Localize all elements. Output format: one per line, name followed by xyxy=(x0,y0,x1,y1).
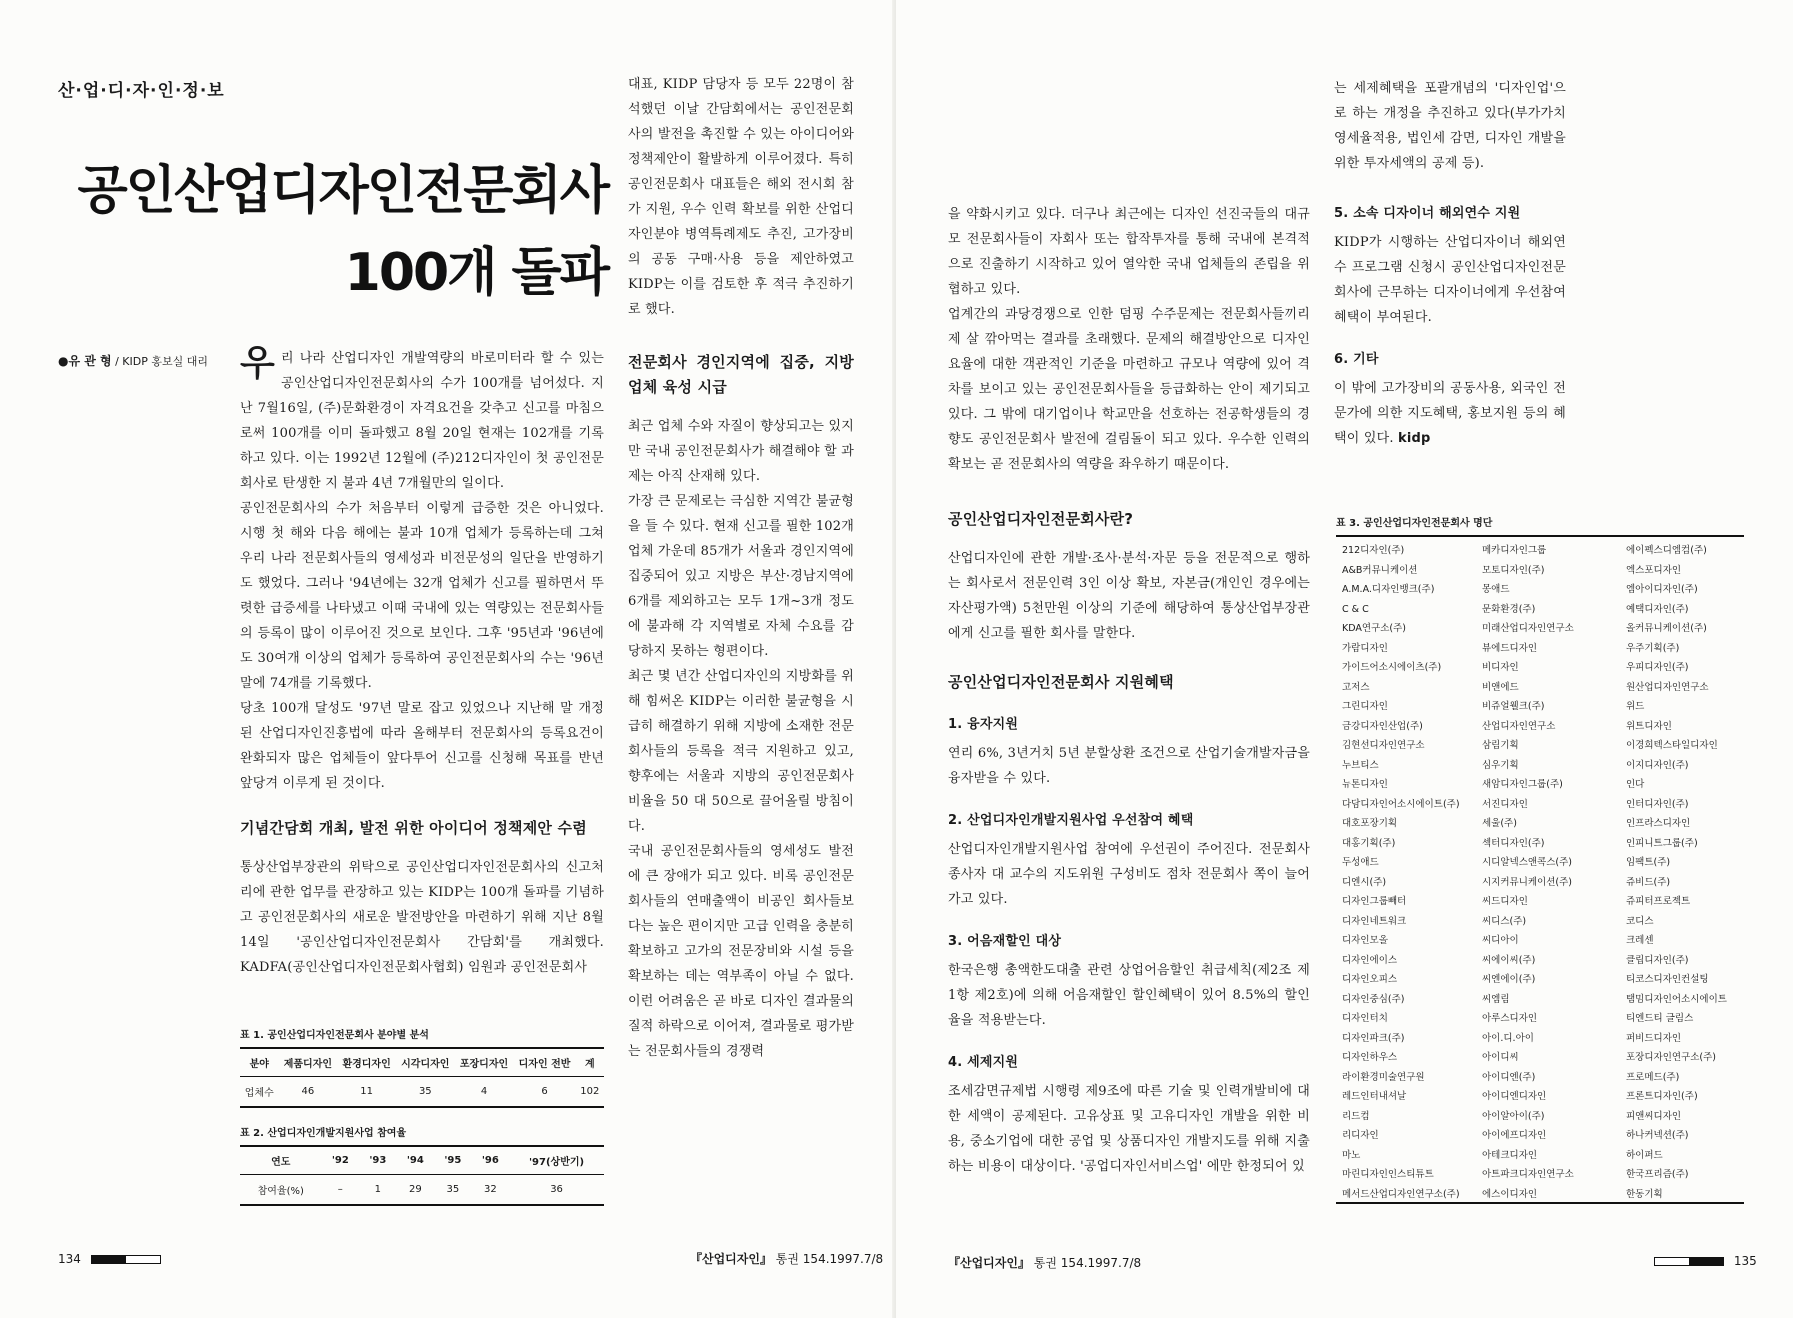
company-list-item: 프론트디자인(주) xyxy=(1626,1091,1698,1102)
company-list-item: 에이펙스디엠컴(주) xyxy=(1626,545,1707,556)
company-list-item: 피앤씨디자인 xyxy=(1626,1110,1682,1122)
table-cell: 46 xyxy=(279,1077,338,1108)
table-cell: 32 xyxy=(472,1175,510,1206)
subheading: 6. 기타 xyxy=(1334,352,1379,367)
subheading: 5. 소속 디자이너 해외연수 지원 xyxy=(1334,206,1521,221)
table-3-column-1 xyxy=(1342,541,1478,1204)
company-list-item: 아이디씨 xyxy=(1482,1052,1519,1063)
company-list-item: 레드인터내셔날 xyxy=(1342,1091,1407,1102)
company-list-item: 인다 xyxy=(1626,779,1645,790)
company-list-item: 마린디자인인스티튜트 xyxy=(1342,1169,1434,1180)
table-header-cell: '94 xyxy=(397,1146,435,1175)
table-cell: 35 xyxy=(434,1175,472,1206)
company-list-item: 대호포장기획 xyxy=(1342,818,1398,829)
section-heading: 공인산업디자인전문회사란? xyxy=(948,510,1134,528)
left-page-number: 134 xyxy=(58,1252,161,1266)
company-list-item: 대홍기획(주) xyxy=(1342,837,1396,849)
table-header-cell: 계 xyxy=(576,1048,604,1077)
paragraph: 당초 100개 달성도 '97년 말로 잡고 있었으나 지난해 말 개정된 산업디자인진흥법에 따라 올해부터 전문회사의 등록요건이 완화되자 많은 업체들이 앞다투어 신고를 신청해 목표를 반년 앞당겨 이루게 된 것이다. xyxy=(240,701,604,791)
company-list-item: 아트파크디자인연구소 xyxy=(1482,1169,1574,1180)
paragraph: 최근 업체 수와 자질이 향상되고는 있지만 국내 공인전문회사가 해결해야 할 과제는 아직 산재해 있다. xyxy=(628,419,854,484)
company-list-item: 메서드산업디자인연구소(주) xyxy=(1342,1188,1460,1200)
company-list-item: 212디자인(주) xyxy=(1342,545,1405,556)
title-line-2: 100개 돌파 xyxy=(344,243,608,303)
table-3-caption: 표 3. 공인산업디자인전문회사 명단 xyxy=(1336,518,1493,529)
table-cell: 업체수 xyxy=(240,1077,279,1108)
table-1 xyxy=(240,1026,604,1108)
paragraph: 최근 몇 년간 산업디자인의 지방화를 위해 힘써온 KIDP는 이러한 불균형을 시급히 해결하기 위해 지방에 소재한 전문회사들의 등록을 적극 지원하고 있고, 향후에는 서울과 지방의 공인전문회사 비율을 50 대 50으로 끌어올릴 방침이다. xyxy=(628,669,854,834)
company-list-item: 디자인터치 xyxy=(1342,1013,1388,1024)
company-list-item: KDA연구소(주) xyxy=(1342,623,1406,634)
company-list-item: 문화환경(주) xyxy=(1482,603,1536,615)
table-cell: – xyxy=(322,1175,360,1206)
article-title xyxy=(60,150,608,314)
paragraph: 업계간의 과당경쟁으로 인한 덤핑 수주문제는 전문회사들끼리 제 살 깎아먹는 결과를 초래했다. 문제의 해결방안으로 디자인요율에 대한 객관적인 기준을 마련하고 규모나 역량에 있어 격차를 보이고 있는 공인전문회사들을 등급화하는 안이 제기되고 있다. 그 밖에 대기업이나 학교만을 선호하는 전공학생들의 경향도 공인전문회사 발전에 걸림돌이 되고 있다. 우수한 인력의 확보는 곧 전문회사의 역량을 좌우하기 때문이다. xyxy=(948,307,1310,472)
company-list-item: 씨에이씨(주) xyxy=(1482,954,1536,966)
paragraph: KIDP가 시행하는 산업디자이너 해외연수 프로그램 신청시 공인산업디자인전문회사에 근무하는 디자이너에게 우선참여 혜택이 부여된다. xyxy=(1334,235,1566,325)
author-role: / KIDP 홍보실 대리 xyxy=(111,355,208,368)
right-column-b xyxy=(1334,76,1566,451)
company-list-item: 누브티스 xyxy=(1342,759,1379,771)
table-cell: 102 xyxy=(576,1077,604,1108)
paragraph: 국내 공인전문회사들의 영세성도 발전에 큰 장애가 되고 있다. 비록 공인전문회사들의 연매출액이 비공인 회사들보다는 높은 편이지만 고급 인력을 충분히 확보하고 고가의 전문장비와 시설 등을 확보하는 데는 역부족이 아닐 수 없다. 이런 어려움은 곧 바로 디자인 결과물의 질적 하락으로 이어져, 결과물로 평가받는 전문회사들의 경쟁력 xyxy=(628,844,854,1059)
paragraph: 가장 큰 문제로는 극심한 지역간 불균형을 들 수 있다. 현재 신고를 필한 102개 업체 가운데 85개가 서울과 경인지역에 집중되어 있고 지방은 부산·경남지역에 6개를 제외하고는 모두 1개~3개 정도에 불과해 각 지역별로 자체 수요를 감당하지 못하는 형편이다. xyxy=(628,494,854,659)
paragraph: 을 약화시키고 있다. 더구나 최근에는 디자인 선진국들의 대규모 전문회사들이 자회사 또는 합작투자를 통해 국내에 본격적으로 진출하기 시작하고 있어 열악한 국내 업체들의 존립을 위협하고 있다. xyxy=(948,207,1310,297)
table-header-cell: 분야 xyxy=(240,1048,279,1077)
company-list-item: 고저스 xyxy=(1342,681,1370,693)
dropcap: 우 xyxy=(240,343,275,384)
table-3-list xyxy=(1336,535,1744,1217)
company-list-item: 한국프리즘(주) xyxy=(1626,1169,1689,1180)
company-list-item: 인터디자인(주) xyxy=(1626,798,1689,810)
company-list-item: 가이드어소시에이츠(주) xyxy=(1342,662,1442,673)
table-header-cell: 환경디자인 xyxy=(337,1048,396,1077)
table-3-column-2 xyxy=(1482,541,1618,1204)
company-list-item: 우피디자인(주) xyxy=(1626,662,1689,673)
signature-mark: kidp xyxy=(1398,431,1431,446)
table-1-caption: 표 1. 공인산업디자인전문회사 분야별 분석 xyxy=(240,1030,429,1041)
company-list-item: 다담디자인어소시에이트(주) xyxy=(1342,798,1460,810)
paragraph: 산업디자인개발지원사업 참여에 우선권이 주어진다. 전문회사 종사자 대 교수의 지도위원 구성비도 점차 전문회사 쪽이 늘어가고 있다. xyxy=(948,842,1310,907)
company-list-item: 인피니트그룹(주) xyxy=(1626,837,1698,849)
company-list-item: 아이.디.아이 xyxy=(1482,1032,1534,1044)
magazine-name: 『산업디자인』 xyxy=(690,1252,772,1266)
company-list-item: 시디알넥스앤콕스(주) xyxy=(1482,857,1573,868)
company-list-item: 세울(주) xyxy=(1482,818,1517,829)
author-name: ●유 관 형 xyxy=(58,354,112,368)
table-2-grid xyxy=(240,1145,604,1206)
company-list-item: 하나커넥션(주) xyxy=(1626,1130,1689,1141)
company-list-item: 몽애드 xyxy=(1482,584,1510,595)
table-cell: 6 xyxy=(513,1077,575,1108)
table-3-column-3 xyxy=(1626,541,1744,1204)
right-page xyxy=(896,0,1793,1318)
table-cell: 참여율(%) xyxy=(240,1175,322,1206)
company-list-item: 씨디아이 xyxy=(1482,935,1519,946)
company-list-item: 쥬비드(주) xyxy=(1626,876,1671,888)
company-list-item: 원산업디자인연구소 xyxy=(1626,681,1709,693)
company-list-item: C & C xyxy=(1342,603,1369,615)
table-3 xyxy=(1336,514,1744,1217)
paragraph: 통상산업부장관의 위탁으로 공인산업디자인전문회사의 신고처리에 관한 업무를 관장하고 있는 KIDP는 100개 돌파를 기념하고 공인전문회사의 새로운 발전방안을 마련하기 위해 지난 8월 14일 '공인산업디자인전문회사 간담회'를 개최했다. KADFA(공인산업디자인전문회사협회) 임원과 공인전문회사 xyxy=(240,860,604,975)
left-page xyxy=(0,0,896,1318)
company-list-item: 아이에프디자인 xyxy=(1482,1130,1547,1141)
paragraph: 이 밖에 고가장비의 공동사용, 외국인 전문가에 의한 지도혜택, 홍보지원 등의 혜택이 있다. kidp xyxy=(1334,381,1566,446)
byline xyxy=(58,352,208,369)
table-cell: 35 xyxy=(396,1077,455,1108)
company-list-item: 아루스디자인 xyxy=(1482,1013,1538,1024)
company-list-item: 그린디자인 xyxy=(1342,701,1388,712)
company-list-item: 가람디자인 xyxy=(1342,642,1388,654)
company-list-item: 심우기획 xyxy=(1482,759,1519,771)
left-column-2 xyxy=(628,72,854,1064)
table-cell: 36 xyxy=(509,1175,604,1206)
company-list-item: 티코스디자인컨설팅 xyxy=(1626,974,1709,985)
right-page-number: 135 xyxy=(1654,1254,1757,1268)
company-list-item: 임팩트(주) xyxy=(1626,857,1671,868)
intro-paragraph: 우리 나라 산업디자인 개발역량의 바로미터라 할 수 있는 공인산업디자인전문회사의 수가 100개를 넘어섰다. 지난 7월16일, (주)문화환경이 자격요건을 갖추고 신고를 마침으로써 100개를 이미 돌파했고 8월 20일 현재는 102개를 기록하고 있다. 이는 1992년 12월에 (주)212디자인이 첫 공인전문회사로 탄생한 지 불과 4년 7개월만의 일이다. xyxy=(240,343,604,491)
company-list-item: 뷰에드디자인 xyxy=(1482,642,1538,654)
company-list-item: 김현선디자인연구소 xyxy=(1342,740,1425,751)
company-list-item: 미래산업디자인연구소 xyxy=(1482,623,1574,634)
company-list-item: 올커뮤니케이션(주) xyxy=(1626,623,1707,634)
company-list-item: 탬밈디자인어소시에이트 xyxy=(1626,993,1727,1005)
section-heading: 기념간담회 개최, 발전 위한 아이디어 정책제안 수렴 xyxy=(240,819,587,837)
subheading: 1. 융자지원 xyxy=(948,717,1019,732)
right-footer xyxy=(948,1254,1141,1271)
company-list-item: 하이퍼드 xyxy=(1626,1149,1663,1161)
company-list-item: 위드 xyxy=(1626,701,1645,712)
company-list-item: 이경희텍스타일디자인 xyxy=(1626,740,1718,751)
company-list-item: 디자인하우스 xyxy=(1342,1052,1398,1063)
paragraph: 한국은행 총액한도대출 관련 상업어음할인 취급세칙(제2조 제1항 제2호)에 의해 어음재할인 할인혜택이 있어 8.5%의 할인율을 적용받는다. xyxy=(948,963,1310,1028)
subheading: 4. 세제지원 xyxy=(948,1055,1019,1070)
table-2-caption: 표 2. 산업디자인개발지원사업 참여율 xyxy=(240,1128,407,1139)
table-header-cell: 포장디자인 xyxy=(455,1048,514,1077)
company-list-item: 디자인네트워크 xyxy=(1342,915,1407,927)
company-list-item: 크레센 xyxy=(1626,935,1654,946)
company-list-item: 한동기획 xyxy=(1626,1188,1663,1200)
company-list-item: 삼림기획 xyxy=(1482,740,1519,751)
company-list-item: 마노 xyxy=(1342,1149,1361,1161)
company-list-item: 아이디엔(주) xyxy=(1482,1071,1536,1083)
company-list-item: 비앤에드 xyxy=(1482,681,1519,693)
table-header-cell: 시각디자인 xyxy=(396,1048,455,1077)
table-cell: 4 xyxy=(455,1077,514,1108)
company-list-item: 뉴톤디자인 xyxy=(1342,779,1388,790)
company-list-item: 프로메드(주) xyxy=(1626,1071,1680,1083)
paragraph: 공인전문회사의 수가 처음부터 이렇게 급증한 것은 아니었다. 시행 첫 해와 다음 해에는 불과 10개 업체가 등록하는데 그쳐 우리 나라 전문회사들의 영세성과 비전문성의 일단을 반영하기도 했었다. 그러나 '94년에는 32개 업체가 신고를 필하면서 뚜렷한 급증세를 나타냈고 이때 국내에 있는 역량있는 전문회사들의 등록이 많이 이루어진 것으로 보인다. 그후 '95년과 '96년에도 30여개 이상의 업체가 등록하여 공인전문회사의 수는 '96년 말에 74개를 기록했다. xyxy=(240,501,604,691)
company-list-item: 서진디자인 xyxy=(1482,798,1528,810)
table-cell: 11 xyxy=(337,1077,396,1108)
company-list-item: 엠아이디자인(주) xyxy=(1626,584,1698,595)
company-list-item: 산업디자인연구소 xyxy=(1482,720,1556,732)
company-list-item: 티엔드티 글림스 xyxy=(1626,1013,1694,1024)
company-list-item: 디자인오피스 xyxy=(1342,974,1398,985)
right-column-a xyxy=(948,202,1310,1179)
company-list-item: 시지커뮤니케이션(주) xyxy=(1482,876,1573,888)
company-list-item: 두성애드 xyxy=(1342,857,1379,868)
table-header-cell: '97(상반기) xyxy=(509,1146,604,1175)
company-list-item: 에스이디자인 xyxy=(1482,1188,1538,1200)
left-column-1 xyxy=(240,343,604,980)
company-list-item: 포장디자인연구소(주) xyxy=(1626,1052,1717,1063)
company-list-item: 섹터디자인(주) xyxy=(1482,837,1545,849)
table-header-cell: 디자인 전반 xyxy=(513,1048,575,1077)
table-cell: 29 xyxy=(397,1175,435,1206)
company-list-item: 새암디자인그룹(주) xyxy=(1482,779,1563,790)
company-list-item: 쥬피터프로젝트 xyxy=(1626,896,1691,907)
table-header-cell: '96 xyxy=(472,1146,510,1175)
company-list-item: 씨엠림 xyxy=(1482,993,1510,1005)
company-list-item: 디자인에이스 xyxy=(1342,954,1398,966)
company-list-item: 위트디자인 xyxy=(1626,720,1672,732)
paragraph: 대표, KIDP 담당자 등 모두 22명이 참석했던 이날 간담회에서는 공인전문회사의 발전을 촉진할 수 있는 아이디어와 정책제안이 활발하게 이루어졌다. 특히 공인전문회사 대표들은 해외 전시회 참가 지원, 우수 인력 확보를 위한 산업디자인분야 병역특례제도 추진, 고가장비의 공동 구매·사용 등을 제안하였고 KIDP는 이를 검토한 후 적극 추진하기로 했다. xyxy=(628,77,854,317)
company-list-item: 코디스 xyxy=(1626,915,1654,927)
company-list-item: 모토디자인(주) xyxy=(1482,564,1545,576)
subheading: 2. 산업디자인개발지원사업 우선참여 혜택 xyxy=(948,813,1194,828)
table-1-grid xyxy=(240,1047,604,1108)
company-list-item: 리드컴 xyxy=(1342,1110,1370,1122)
issue-info: 통권 154.1997.7/8 xyxy=(1033,1256,1142,1270)
issue-info: 통권 154.1997.7/8 xyxy=(775,1252,884,1266)
company-list-item: 우주기획(주) xyxy=(1626,642,1680,654)
company-list-item: 엑스포디자인 xyxy=(1626,564,1682,576)
company-list-item: 비디자인 xyxy=(1482,662,1519,673)
company-list-item: 예택디자인(주) xyxy=(1626,603,1689,615)
company-list-item: 금강디자인산업(주) xyxy=(1342,720,1423,732)
company-list-item: 디엔시(주) xyxy=(1342,876,1387,888)
table-3-bottom-rule xyxy=(1336,1202,1744,1204)
title-line-1: 공인산업디자인전문회사 xyxy=(77,161,608,221)
company-list-item: 디자인파크(주) xyxy=(1342,1032,1405,1044)
company-list-item: 씨엔에이(주) xyxy=(1482,974,1536,985)
paragraph: 연리 6%, 3년거치 5년 분할상환 조건으로 산업기술개발자금을 융자받을 수 있다. xyxy=(948,746,1310,786)
magazine-name: 『산업디자인』 xyxy=(948,1256,1030,1270)
table-header-cell: 연도 xyxy=(240,1146,322,1175)
paragraph: 산업디자인에 관한 개발·조사·분석·자문 등을 전문적으로 행하는 회사로서 전문인력 3인 이상 확보, 자본금(개인인 경우에는 자산평가액) 5천만원 이상의 기준에 해당하여 통상산업부장관에게 신고를 필한 회사를 말한다. xyxy=(948,551,1310,641)
table-header-cell: '93 xyxy=(359,1146,397,1175)
table-header-cell: '95 xyxy=(434,1146,472,1175)
company-list-item: 클립디자인(주) xyxy=(1626,954,1689,966)
table-header-cell: 제품디자인 xyxy=(279,1048,338,1077)
subheading: 3. 어음재할인 대상 xyxy=(948,934,1062,949)
company-list-item: A.M.A.디자인뱅크(주) xyxy=(1342,584,1435,595)
company-list-item: 디자인모올 xyxy=(1342,935,1388,946)
company-list-item: 비쥬얼웰크(주) xyxy=(1482,701,1545,712)
section-kicker: 산·업·디·자·인·정·보 xyxy=(58,81,225,101)
company-list-item: 리디자인 xyxy=(1342,1130,1379,1141)
company-list-item: 디자인그룹빼터 xyxy=(1342,896,1407,907)
company-list-item: 인프라스디자인 xyxy=(1626,818,1691,829)
company-list-item: 라이환경미술연구원 xyxy=(1342,1071,1425,1083)
table-header-cell: '92 xyxy=(322,1146,360,1175)
company-list-item: 아테크디자인 xyxy=(1482,1149,1538,1161)
left-footer xyxy=(690,1250,883,1267)
company-list-item: A&B커뮤니케이션 xyxy=(1342,564,1418,576)
company-list-item: 씨디스(주) xyxy=(1482,915,1527,927)
company-list-item: 메카디자인그룹 xyxy=(1482,545,1547,556)
company-list-item: 씨드디자인 xyxy=(1482,896,1528,907)
company-list-item: 퍼비드디자인 xyxy=(1626,1032,1682,1044)
table-cell: 1 xyxy=(359,1175,397,1206)
section-heading: 공인산업디자인전문회사 지원혜택 xyxy=(948,673,1174,691)
section-heading: 전문회사 경인지역에 집중, 지방업체 육성 시급 xyxy=(628,353,854,396)
company-list-item: 이지디자인(주) xyxy=(1626,759,1689,771)
company-list-item: 아이디엔디자인 xyxy=(1482,1091,1547,1102)
paragraph: 는 세제혜택을 포괄개념의 '디자인업'으로 하는 개정을 추진하고 있다(부가가치 영세율적용, 법인세 감면, 디자인 개발을 위한 투자세액의 공제 등). xyxy=(1334,81,1566,171)
company-list-item: 디자인중심(주) xyxy=(1342,993,1405,1005)
company-list-item: 아이알아이(주) xyxy=(1482,1110,1545,1122)
table-2 xyxy=(240,1124,604,1206)
paragraph: 조세감면규제법 시행령 제9조에 따른 기술 및 인력개발비에 대한 세액이 공제된다. 고유상표 및 고유디자인 개발을 위한 비용, 중소기업에 대한 공업 및 상품디자인 개발지도를 위해 지출하는 비용이 대상이다. '공업디자인서비스업' 에만 한정되어 있 xyxy=(948,1084,1310,1174)
